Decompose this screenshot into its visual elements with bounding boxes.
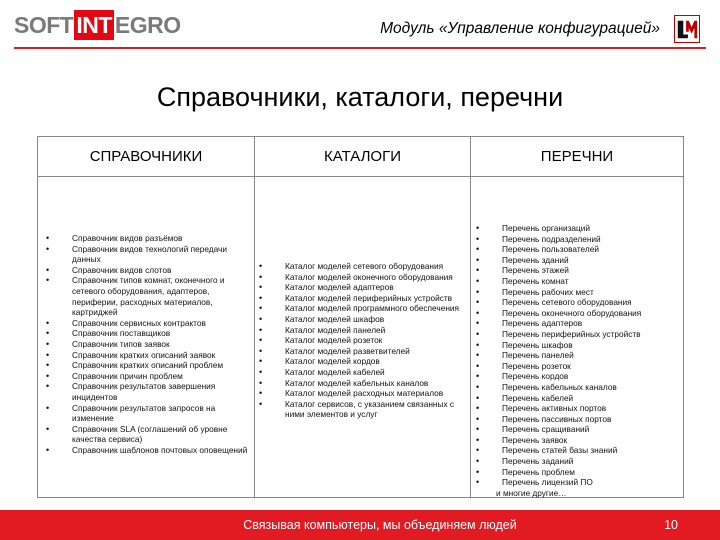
list-item: • Каталог моделей разветвителей <box>285 346 464 357</box>
katalogi-list <box>255 177 470 420</box>
list-item: • Перечень пассивных портов <box>502 414 679 425</box>
header-spravochniki: СПРАВОЧНИКИ <box>38 137 255 177</box>
list-item: • Перечень кабельных каналов <box>502 382 679 393</box>
list-item: • Каталог моделей кабельных каналов <box>285 378 464 389</box>
list-item: • Справочник SLA (соглашений об уровне качества сервиса) <box>72 424 248 445</box>
list-item: • Перечень лицензий ПО <box>502 477 679 488</box>
perechni-column <box>471 177 683 498</box>
logo-soft: SOFT <box>14 11 74 38</box>
list-item: • Справочник поставщиков <box>72 328 248 339</box>
list-item: • Справочник причин проблем <box>72 371 248 382</box>
list-item: • Каталог моделей сетевого оборудования <box>285 261 464 272</box>
header-perechni: ПЕРЕЧНИ <box>471 137 683 177</box>
header-katalogi: КАТАЛОГИ <box>255 137 471 177</box>
logo-egro: EGRO <box>114 11 181 38</box>
list-item: • Перечень периферийных устройств <box>502 329 679 340</box>
list-item: • Перечень зданий <box>502 255 679 266</box>
list-item: • Справочник результатов запросов на изменение <box>72 403 248 424</box>
list-item: • Каталог моделей периферийных устройств <box>285 293 464 304</box>
header-divider <box>14 47 706 49</box>
list-item: • Перечень активных портов <box>502 403 679 414</box>
footer-slogan: Связывая компьютеры, мы объединяем людей <box>243 518 517 532</box>
list-item: • Перечень кабелей <box>502 393 679 404</box>
list-item: • Справочник результатов завершения инцидентов <box>72 381 248 402</box>
list-item: • Перечень заданий <box>502 456 679 467</box>
list-item: • Перечень организаций <box>502 223 679 234</box>
list-item: • Перечень панелей <box>502 350 679 361</box>
logo-int: INT <box>76 12 112 38</box>
list-item: • Каталог моделей кабелей <box>285 367 464 378</box>
list-item: • Справочник видов разъёмов <box>72 233 248 244</box>
spravochniki-column <box>38 177 255 498</box>
list-item: • Перечень статей базы знаний <box>502 445 679 456</box>
list-item: • Справочник шаблонов почтовых оповещений <box>72 445 248 456</box>
list-item: • Перечень оконечного оборудования <box>502 308 679 319</box>
list-item: • Перечень подразделений <box>502 234 679 245</box>
list-item: • Справочник видов слотов <box>72 265 248 276</box>
perechni-list <box>471 177 683 488</box>
list-item: • Справочник кратких описаний проблем <box>72 360 248 371</box>
list-item: • Перечень сращиваний <box>502 424 679 435</box>
list-item: • Каталог моделей расходных материалов <box>285 388 464 399</box>
list-item: • Каталог моделей шкафов <box>285 314 464 325</box>
list-item: • Перечень заявок <box>502 435 679 446</box>
list-item: • Перечень этажей <box>502 265 679 276</box>
list-item: • Перечень розеток <box>502 361 679 372</box>
page-number: 10 <box>664 518 678 532</box>
list-item: • Справочник типов заявок <box>72 339 248 350</box>
page-title: Справочники, каталоги, перечни <box>156 82 564 112</box>
list-item: • Перечень сетевого оборудования <box>502 297 679 308</box>
list-item: • Каталог моделей кордов <box>285 356 464 367</box>
list-item: • Перечень адаптеров <box>502 318 679 329</box>
softintegro-logo <box>14 10 181 40</box>
list-item: • Каталог моделей панелей <box>285 325 464 336</box>
list-item: • Перечень кордов <box>502 371 679 382</box>
list-item: • Каталог моделей оконечного оборудования <box>285 272 464 283</box>
list-item: • Справочник сервисных контрактов <box>72 318 248 329</box>
lm-logo-icon <box>674 15 700 43</box>
list-item: • Каталог моделей программного обеспечения <box>285 303 464 314</box>
list-item: • Справочник кратких описаний заявок <box>72 350 248 361</box>
katalogi-column <box>255 177 471 498</box>
list-item: • Перечень пользователей <box>502 244 679 255</box>
list-item: • Перечень проблем <box>502 467 679 478</box>
perechni-more: и многие другие… <box>496 487 567 498</box>
list-item: • Справочник типов комнат, оконечного и сетевого оборудования, адаптеров, периферии, расходных материалов, картриджей <box>72 275 248 317</box>
list-item: • Перечень комнат <box>502 276 679 287</box>
module-title: Модуль «Управление конфигурацией» <box>380 20 660 37</box>
footer-bar <box>0 510 720 540</box>
list-item: • Каталог моделей розеток <box>285 335 464 346</box>
list-item: • Справочник видов технологий передачи данных <box>72 244 248 265</box>
catalog-table <box>37 136 684 498</box>
list-item: • Каталог сервисов, с указанием связанных с ними элементов и услуг <box>285 399 464 420</box>
list-item: • Перечень рабочих мест <box>502 287 679 298</box>
list-item: • Перечень шкафов <box>502 340 679 351</box>
list-item: • Каталог моделей адаптеров <box>285 282 464 293</box>
spravochniki-list <box>38 177 254 455</box>
